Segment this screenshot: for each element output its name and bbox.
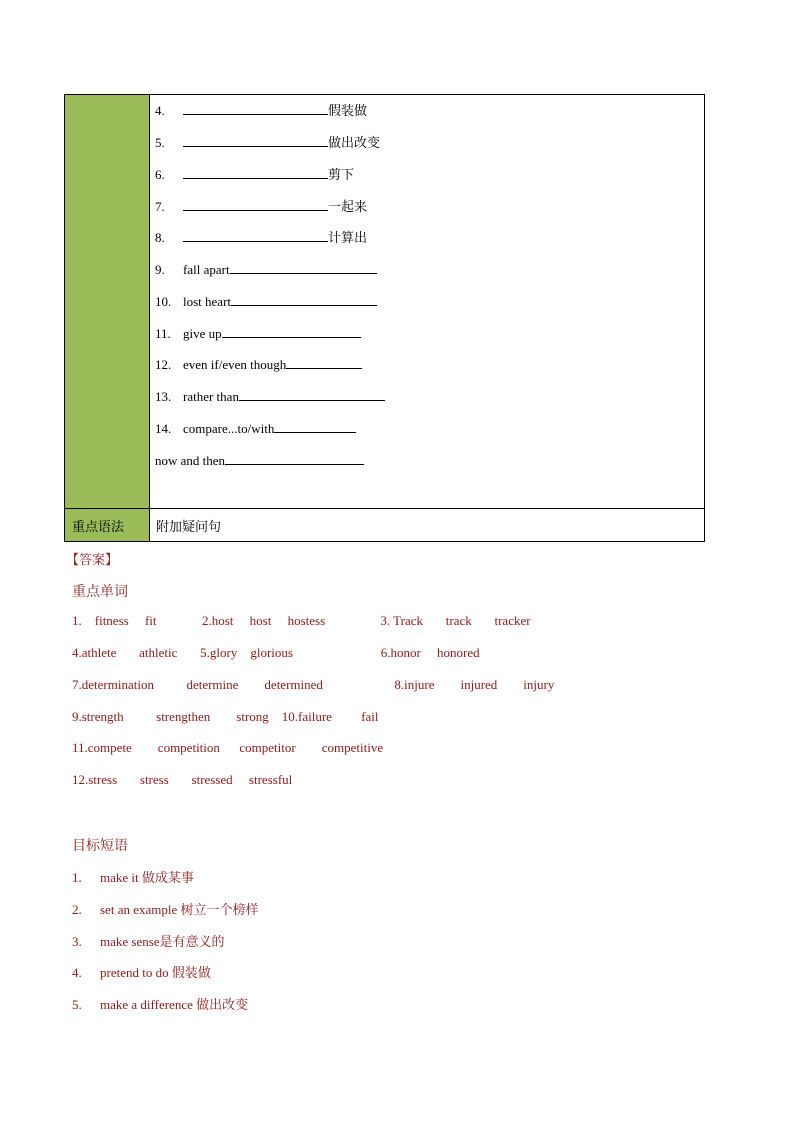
question-item: 5. 做出改变 bbox=[155, 135, 381, 151]
answer-title: 【答案】 bbox=[66, 553, 119, 568]
vocab-answer-line: 4.athlete athletic 5.glory glorious 6.honor honored bbox=[72, 645, 480, 660]
row-divider bbox=[65, 508, 704, 509]
vocab-answer-line: 7.determination determine determined 8.injure injured injury bbox=[72, 677, 555, 692]
question-item: 6. 剪下 bbox=[155, 167, 355, 183]
question-item: 8. 计算出 bbox=[155, 230, 368, 246]
vocab-section-title: 重点单词 bbox=[72, 584, 128, 600]
label-column bbox=[65, 95, 149, 541]
answer-blank[interactable] bbox=[231, 293, 377, 306]
question-item: 7. 一起来 bbox=[155, 199, 368, 215]
vocab-answer-line: 9.strength strengthen strong 10.failure fail bbox=[72, 709, 379, 724]
answer-blank[interactable] bbox=[222, 325, 361, 338]
column-divider bbox=[149, 95, 150, 541]
question-item: now and then bbox=[155, 452, 364, 470]
answer-blank[interactable] bbox=[274, 420, 356, 433]
answer-blank[interactable] bbox=[183, 198, 328, 211]
phrase-item: 1. make it 做成某事 bbox=[72, 870, 194, 885]
answer-blank[interactable] bbox=[183, 229, 328, 242]
answer-blank[interactable] bbox=[286, 356, 362, 369]
vocab-answer-line: 1. fitness fit 2.host host hostess 3. Track track tracker bbox=[72, 613, 531, 628]
answer-blank[interactable] bbox=[239, 388, 385, 401]
question-item: 4. 假装做 bbox=[155, 103, 368, 119]
question-item: 14. compare...to/with bbox=[155, 420, 356, 438]
phrase-item: 4. pretend to do 假装做 bbox=[72, 965, 211, 980]
question-item: 10. lost heart bbox=[155, 293, 377, 311]
question-item: 12. even if/even though bbox=[155, 356, 362, 374]
answer-blank[interactable] bbox=[225, 452, 364, 465]
phrase-section-title: 目标短语 bbox=[72, 838, 128, 854]
exercise-table bbox=[64, 94, 705, 542]
grammar-label: 重点语法 bbox=[72, 520, 125, 535]
question-item: 9. fall apart bbox=[155, 261, 377, 279]
grammar-value: 附加疑问句 bbox=[156, 520, 222, 535]
vocab-answer-line: 11.compete competition competitor competitive bbox=[72, 740, 384, 755]
answer-blank[interactable] bbox=[183, 102, 328, 115]
answer-blank[interactable] bbox=[183, 134, 328, 147]
answer-blank[interactable] bbox=[183, 166, 328, 179]
question-item: 11. give up bbox=[155, 325, 361, 343]
answer-blank[interactable] bbox=[230, 261, 377, 274]
question-item: 13. rather than bbox=[155, 388, 385, 406]
phrase-item: 2. set an example 树立一个榜样 bbox=[72, 902, 259, 917]
vocab-answer-line: 12.stress stress stressed stressful bbox=[72, 772, 293, 787]
phrase-item: 5. make a difference 做出改变 bbox=[72, 997, 249, 1012]
phrase-item: 3. make sense是有意义的 bbox=[72, 934, 225, 949]
